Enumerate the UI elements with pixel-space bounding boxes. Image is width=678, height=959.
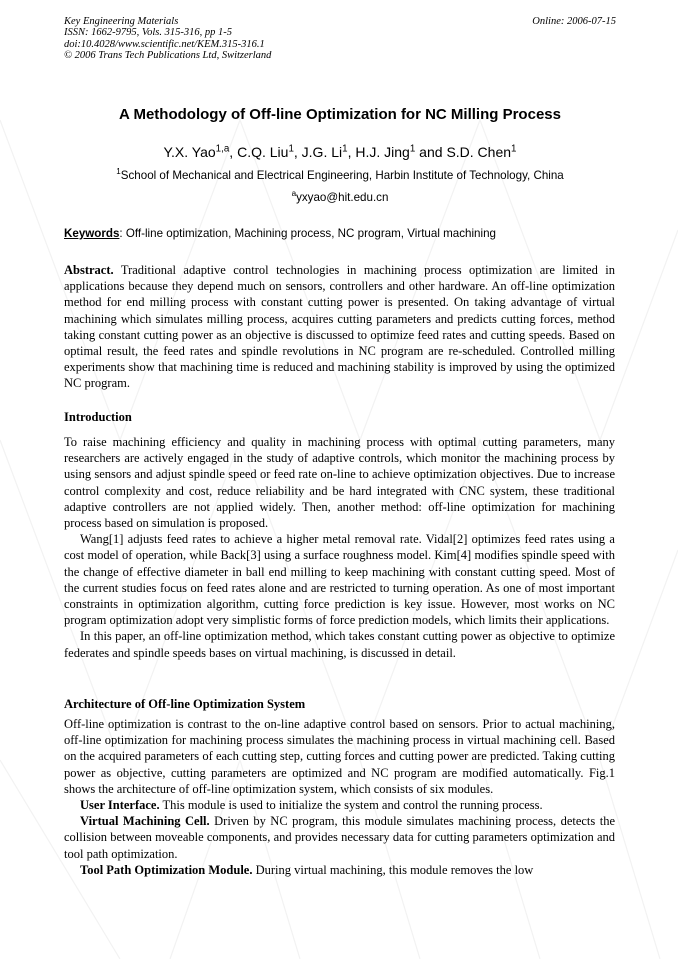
- journal-name: Key Engineering Materials: [64, 16, 179, 27]
- journal-issn: ISSN: 1662-9795, Vols. 315-316, pp 1-5: [64, 27, 232, 39]
- introduction-body: [64, 434, 615, 661]
- author-affil-mark: 1: [511, 143, 517, 155]
- email-address: yxyao@hit.edu.cn: [296, 191, 389, 204]
- journal-copyright: © 2006 Trans Tech Publications Ltd, Switzerland: [64, 50, 272, 62]
- journal-header: [64, 16, 616, 62]
- section-heading-introduction: Introduction: [64, 410, 132, 424]
- paragraph: Wang[1] adjusts feed rates to achieve a higher metal removal rate. Vidal[2] optimizes feed rates using a cost model of operation, while Back[3] using a surface roughness model. Kim[4] modifies spindle speed with the change of effective diameter in ball end milling to keep machining with constant cutting speed. Most of the current studies focus on feed rates alone and are restricted to turning operation. As one of most important constraints in optimization algorithm, cutting force prediction is key issue. However, most works on NC program optimization adopt very simplistic forms of force prediction models, which limits their applications.: [64, 532, 615, 628]
- author-list: [64, 144, 616, 160]
- paragraph: In this paper, an off-line optimization method, which takes constant cutting power as objective to optimize federates and spindle speeds bases on virtual machining, is discussed in detail.: [64, 629, 615, 660]
- module-text: This module is used to initialize the system and control the running process.: [162, 798, 543, 813]
- abstract: [64, 262, 615, 392]
- keywords: Keywords: Off-line optimization, Machining process, NC program, Virtual machining: [64, 227, 496, 240]
- author-affil-mark: 1: [409, 143, 416, 155]
- author-affil-mark: 1,a: [215, 143, 230, 155]
- author-name: Y.X. Yao: [163, 144, 216, 160]
- module-title: Tool Path Optimization Module.: [80, 862, 253, 877]
- paper-title: A Methodology of Off-line Optimization for NC Milling Process: [119, 106, 561, 123]
- module-title: User Interface.: [80, 798, 160, 813]
- module-text: During virtual machining, this module removes the low: [255, 862, 534, 877]
- author-name: H.J. Jing: [355, 144, 410, 160]
- keywords-text: Off-line optimization, Machining process, NC program, Virtual machining: [125, 227, 496, 240]
- author-affil-mark: 1: [288, 143, 294, 155]
- email-mark: a: [291, 189, 297, 199]
- affiliation-mark: 1: [116, 167, 121, 177]
- author-name: C.Q. Liu: [237, 144, 289, 160]
- module-title: Virtual Machining Cell.: [80, 814, 210, 829]
- module-item: [64, 797, 615, 813]
- author-email: [64, 191, 616, 204]
- section-heading-architecture: Architecture of Off-line Optimization System: [64, 697, 306, 711]
- module-item: [64, 813, 615, 862]
- module-text: Driven by NC program, this module simulates machining process, detects the collision between moveable components, and provides necessary data for cutting parameters optimization and tool path optimization.: [64, 814, 616, 861]
- author-separator: ,: [293, 144, 302, 160]
- author-separator: ,: [347, 144, 356, 160]
- architecture-body: [64, 716, 615, 878]
- author-separator: ,: [229, 144, 238, 160]
- affiliation-text: School of Mechanical and Electrical Engineering, Harbin Institute of Technology, China: [120, 169, 564, 182]
- journal-doi: doi:10.4028/www.scientific.net/KEM.315-316.1: [64, 38, 265, 50]
- author-name: J.G. Li: [301, 144, 343, 160]
- author-separator: and: [415, 144, 447, 160]
- author-name: S.D. Chen: [446, 144, 512, 160]
- module-item: [64, 862, 615, 878]
- online-date: Online: 2006-07-15: [532, 16, 616, 27]
- abstract-label: Abstract.: [64, 263, 114, 277]
- affiliation: [64, 169, 616, 182]
- paragraph: Off-line optimization is contrast to the on-line adaptive control based on sensors. Prior to actual machining, off-line optimization for machining process simulates the machining process in virtual machining cell. Based on the acquired parameters of each cutting step, cutting forces and cutting power are predicted. Taking cutting power as objective, cutting parameters are optimized and NC program are modified automatically. Fig.1 shows the architecture of off-line optimization system, which consists of six modules.: [64, 717, 615, 796]
- keywords-label: Keywords: [64, 227, 120, 240]
- abstract-text: Traditional adaptive control technologies in machining process optimization are limited in applications because they depend much on sensors, controllers and other hardware. An off-line optimization method for end milling process with constant cutting power is presented. On taking advantage of virtual machining which simulates milling process, acquires cutting parameters and predicts cutting forces, method taking constant cutting power as an objective is discussed to optimize feed rates and cutting speeds. Based on optimal result, the feed rates and spindle revolutions in NC program are re-scheduled. Controlled milling experiments show that machining time is reduced and machining stability is improved by using the optimized NC program.: [64, 263, 615, 391]
- author-affil-mark: 1: [342, 143, 348, 155]
- paragraph: To raise machining efficiency and quality in machining process with optimal cutting parameters, many researchers are actively engaged in the study of adaptive controls, which monitor the machining process by using sensors and adjust spindle speed or feed rate on-line to achieve optimization objectives. Due to increase control complexity and cost, reduce reliability and be hard integrated with CNC system, these traditional adaptive controllers are not applied widely. Then, another method: off-line optimization for machining process based on simulation is proposed.: [64, 435, 615, 531]
